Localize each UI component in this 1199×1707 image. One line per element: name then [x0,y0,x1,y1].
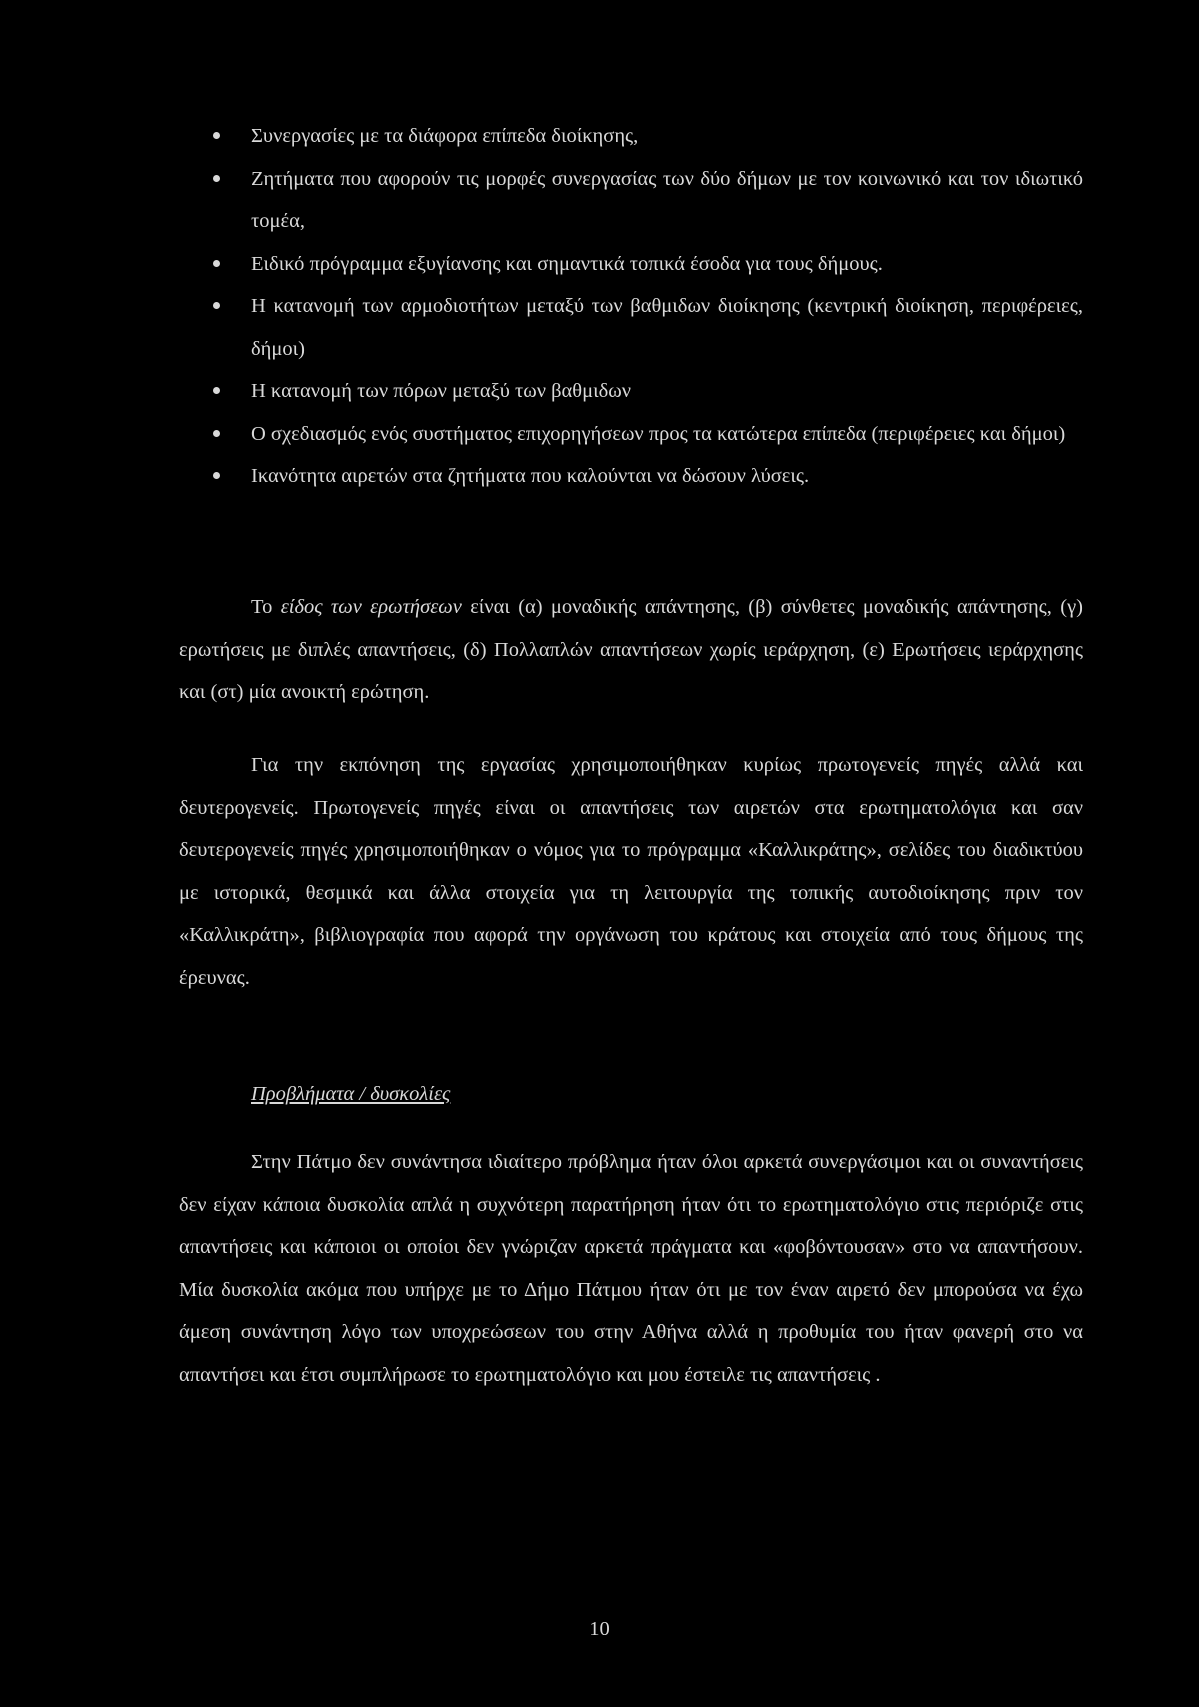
list-item: Συνεργασίες με τα διάφορα επίπεδα διοίκησης, [213,115,1083,158]
list-item: Η κατανομή των αρμοδιοτήτων μεταξύ των βαθμιδων διοίκησης (κεντρική διοίκηση, περιφέρειες, δήμοι) [213,285,1083,370]
sources-paragraph: Για την εκπόνηση της εργασίας χρησιμοποιήθηκαν κυρίως πρωτογενείς πηγές αλλά και δευτερογενείς. Πρωτογενείς πηγές είναι οι απαντήσεις των αιρετών στα ερωτηματολόγια και σαν δευτερογενείς πηγές χρησιμοποιήθηκαν ο νόμος για το πρόγραμμα «Καλλικράτης», σελίδες του διαδικτύου με ιστορικά, θεσμικά και άλλα στοιχεία για τη λειτουργία της τοπικής αυτοδιοίκησης πριν τον «Καλλικράτη», βιβλιογραφία που αφορά την οργάνωση του κράτους και στοιχεία από τους δήμους της έρευνας. [179,754,1083,989]
paragraph-text: είναι (α) μοναδικής απάντησης, (β) σύνθετες μοναδικής απάντησης, (γ) ερωτήσεις με διπλές απαντήσεις, (δ) Πολλαπλών απαντήσεων χωρίς ιεράρχηση, (ε) Ερωτήσεις ιεράρχησης και (στ) μία ανοικτή ερώτηση. [179,596,1083,703]
page-number: 10 [589,1618,610,1640]
paragraph-lead: Το [251,596,281,618]
list-item: Ικανότητα αιρετών στα ζητήματα που καλούνται να δώσουν λύσεις. [213,455,1083,498]
list-item: Ο σχεδιασμός ενός συστήματος επιχορηγήσεων προς τα κατώτερα επίπεδα (περιφέρειες και δήμοι) [213,413,1083,456]
problems-paragraph: Στην Πάτμο δεν συνάντησα ιδιαίτερο πρόβλημα ήταν όλοι αρκετά συνεργάσιμοι και οι συναντήσεις δεν είχαν κάποια δυσκολία απλά η συχνότερη παρατήρηση ήταν ότι το ερωτηματολόγιο στις περιόριζε στις απαντήσεις και κάποιοι οι οποίοι δεν γνώριζαν αρκετά πράγματα και «φοβόντουσαν» στο να απαντήσουν. Μία δυσκολία ακόμα που υπήρχε με το Δήμο Πάτμου ήταν ότι με τον έναν αιρετό δεν μπορούσα να έχω άμεση συνάντηση λόγο των υποχρεώσεων του στην Αθήνα αλλά η προθυμία του ήταν φανερή στο να απαντήσει και έτσι συμπλήρωσε το ερωτηματολόγιο και μου έστειλε τις απαντήσεις . [179,1151,1083,1386]
bullet-list [213,115,1083,498]
list-item: Ζητήματα που αφορούν τις μορφές συνεργασίας των δύο δήμων με τον κοινωνικό και τον ιδιωτικό τομέα, [213,158,1083,243]
section-heading: Προβλήματα / δυσκολίες [251,1083,451,1105]
emphasized-term: είδος των ερωτήσεων [280,596,462,618]
list-item: Ειδικό πρόγραμμα εξυγίανσης και σημαντικά τοπικά έσοδα για τους δήμους. [213,243,1083,286]
question-types-paragraph [179,586,1083,714]
list-item: Η κατανομή των πόρων μεταξύ των βαθμιδων [213,370,1083,413]
